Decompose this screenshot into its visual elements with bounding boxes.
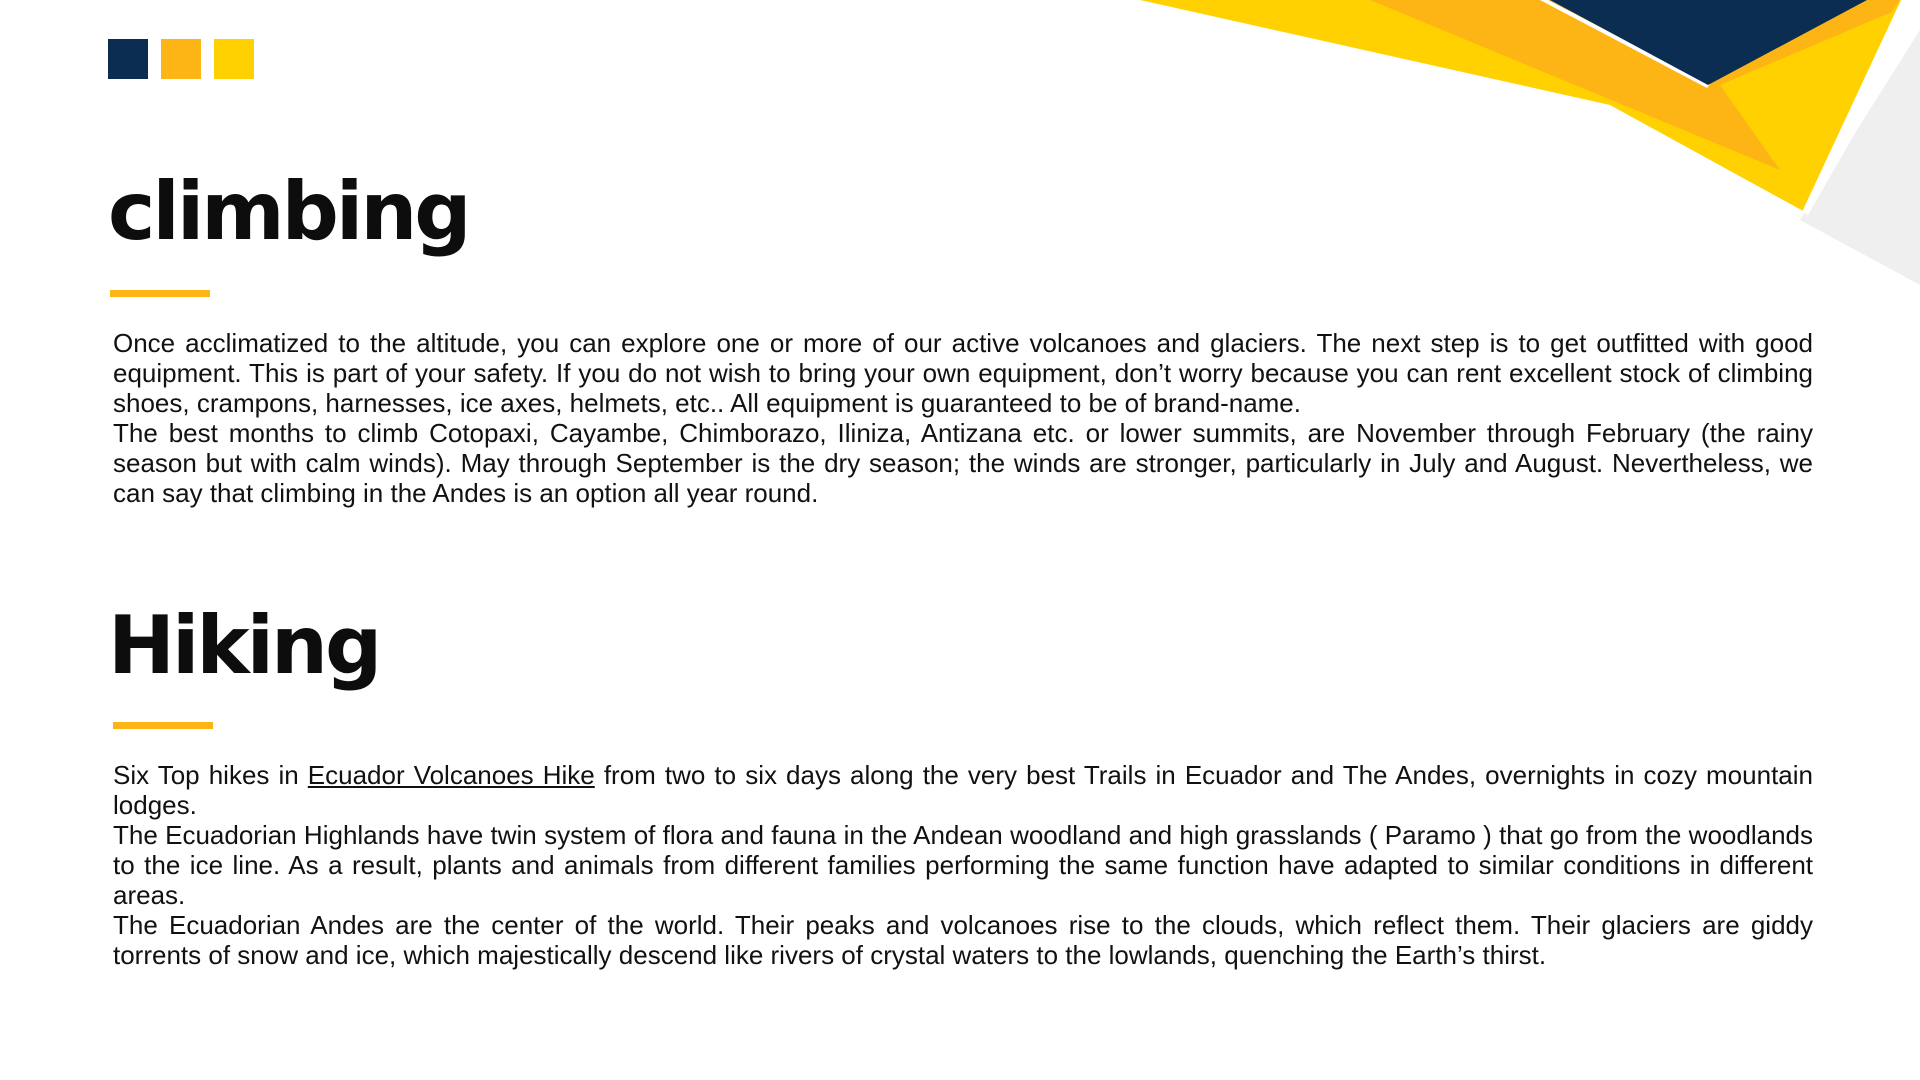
climbing-paragraph-2: The best months to climb Cotopaxi, Cayambe, Chimborazo, Iliniza, Antizana etc. or lower summits, are November through February (the rainy season but with calm winds). May through September is the dry season; the winds are stronger, particularly in July and August. Nevertheless, we can say that climbing in the Andes is an option all year round. [113,418,1813,508]
hiking-paragraph-3: The Ecuadorian Andes are the center of the world. Their peaks and volcanoes rise to the clouds, which reflect them. Their glaciers are giddy torrents of snow and ice, which majestically descend like rivers of crystal waters to the lowlands, quenching the Earth’s thirst. [113,910,1813,970]
corner-decoration [1140,0,1920,300]
accent-squares [108,39,254,79]
hiking-intro-after-link: from two to six days along the very best Trails in Ecuador and The Andes, overnights in cozy mountain lodges. [113,760,1813,820]
orange-square [161,39,201,79]
hiking-heading: Hiking [108,599,380,692]
ecuador-volcanoes-hike-link[interactable]: Ecuador Volcanoes Hike [307,760,595,790]
climbing-body [113,328,1813,508]
climbing-paragraph-1: Once acclimatized to the altitude, you can explore one or more of our active volcanoes and glaciers. The next step is to get outfitted with good equipment. This is part of your safety. If you do not wish to bring your own equipment, don’t worry because you can rent excellent stock of climbing shoes, crampons, harnesses, ice axes, helmets, etc.. All equipment is guaranteed to be of brand-name. [113,328,1813,418]
climbing-heading: climbing [108,165,469,258]
hiking-intro-paragraph [113,760,1813,820]
navy-square [108,39,148,79]
yellow-square [214,39,254,79]
hiking-accent-bar [113,722,213,729]
hiking-paragraph-2: The Ecuadorian Highlands have twin system of flora and fauna in the Andean woodland and high grasslands ( Paramo ) that go from the woodlands to the ice line. As a result, plants and animals from different families performing the same function have adapted to similar conditions in different areas. [113,820,1813,910]
hiking-intro-before-link: Six Top hikes in [113,760,308,790]
climbing-accent-bar [110,290,210,297]
hiking-body [113,760,1813,970]
